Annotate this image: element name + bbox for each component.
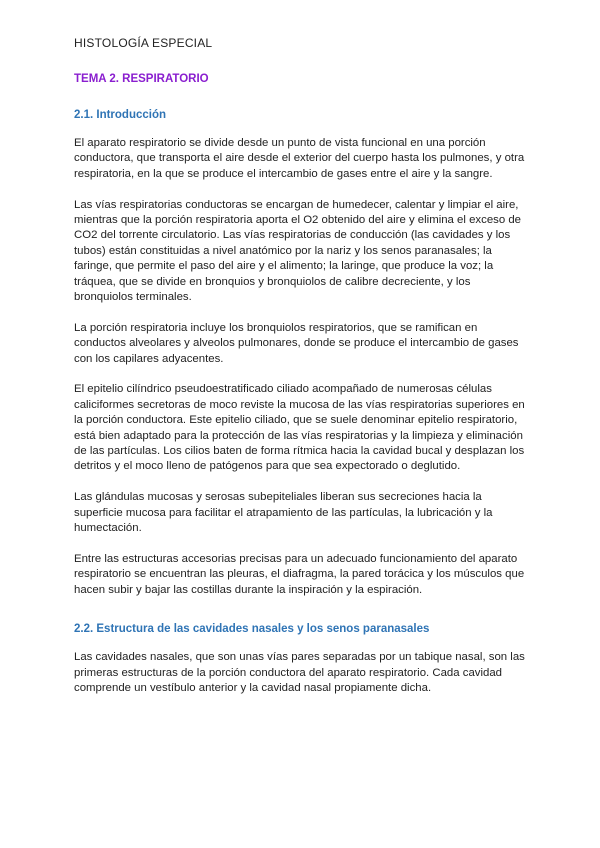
document-body: [74, 72, 530, 712]
paragraph: Las cavidades nasales, que son unas vías pares separadas por un tabique nasal, son las primeras estructuras de la porción conductora del aparato respiratorio. Cada cavidad comprende un vestíbulo anterior y la cavidad nasal propiamente dicha.: [74, 651, 525, 694]
paragraph: La porción respiratoria incluye los bronquiolos respiratorios, que se ramifican en conductos alveolares y alveolos pulmonares, donde se produce el intercambio de gases con los capilares adyacentes.: [74, 321, 519, 365]
section-introduccion: [74, 108, 530, 598]
tema-title: TEMA 2. RESPIRATORIO: [74, 73, 209, 85]
paragraph: El epitelio cilíndrico pseudoestratificado ciliado acompañado de numerosas células caliciformes secretoras de moco reviste la mucosa de las vías respiratorias superiores en la porción conductora. Este epitelio ciliado, que se suele denominar epitelio respiratorio, está bien adaptado para la protección de las vías respiratorias y la limpieza y eliminación de las partículas. Los cilios baten de forma rítmica hacia la cavidad bucal y desplazan los detritos y el moco lleno de patógenos para que sea expectorado o deglutido.: [74, 383, 525, 473]
paragraph: Entre las estructuras accesorias precisas para un adecuado funcionamiento del aparato respiratorio se encuentran las pleuras, el diafragma, la pared torácica y los músculos que hacen subir y bajar las costillas durante la inspiración y la espiración.: [74, 552, 525, 596]
paragraph: Las vías respiratorias conductoras se encargan de humedecer, calentar y limpiar el aire, mientras que la porción respiratoria aporta el O2 obtenido del aire y elimina el exceso de CO2 del torrente circulatorio. Las vías respiratorias de conducción (las cavidades y los tubos) están constituidas a nivel anatómico por la nariz y los senos paranasales; la faringe, que permite el paso del aire y el alimento; la laringe, que produce la voz; la tráquea, que se divide en bronquios y bronquiolos de calibre decreciente, y los bronquiolos terminales.: [74, 198, 522, 304]
running-header: HISTOLOGÍA ESPECIAL: [74, 36, 213, 50]
section-cavidades-nasales: [74, 622, 530, 696]
section-heading: 2.2. Estructura de las cavidades nasales y los senos paranasales: [74, 623, 430, 636]
paragraph: El aparato respiratorio se divide desde un punto de vista funcional en una porción conductora, que transporta el aire desde el exterior del cuerpo hasta los pulmones, y otra respiratoria, en la que se produce el intercambio de gases entre el aire y la sangre.: [74, 137, 525, 180]
paragraph: Las glándulas mucosas y serosas subepiteliales liberan sus secreciones hacia la superficie mucosa para facilitar el atrapamiento de las partículas, la lubricación y la humectación.: [74, 491, 493, 535]
section-heading: 2.1. Introducción: [74, 109, 167, 121]
